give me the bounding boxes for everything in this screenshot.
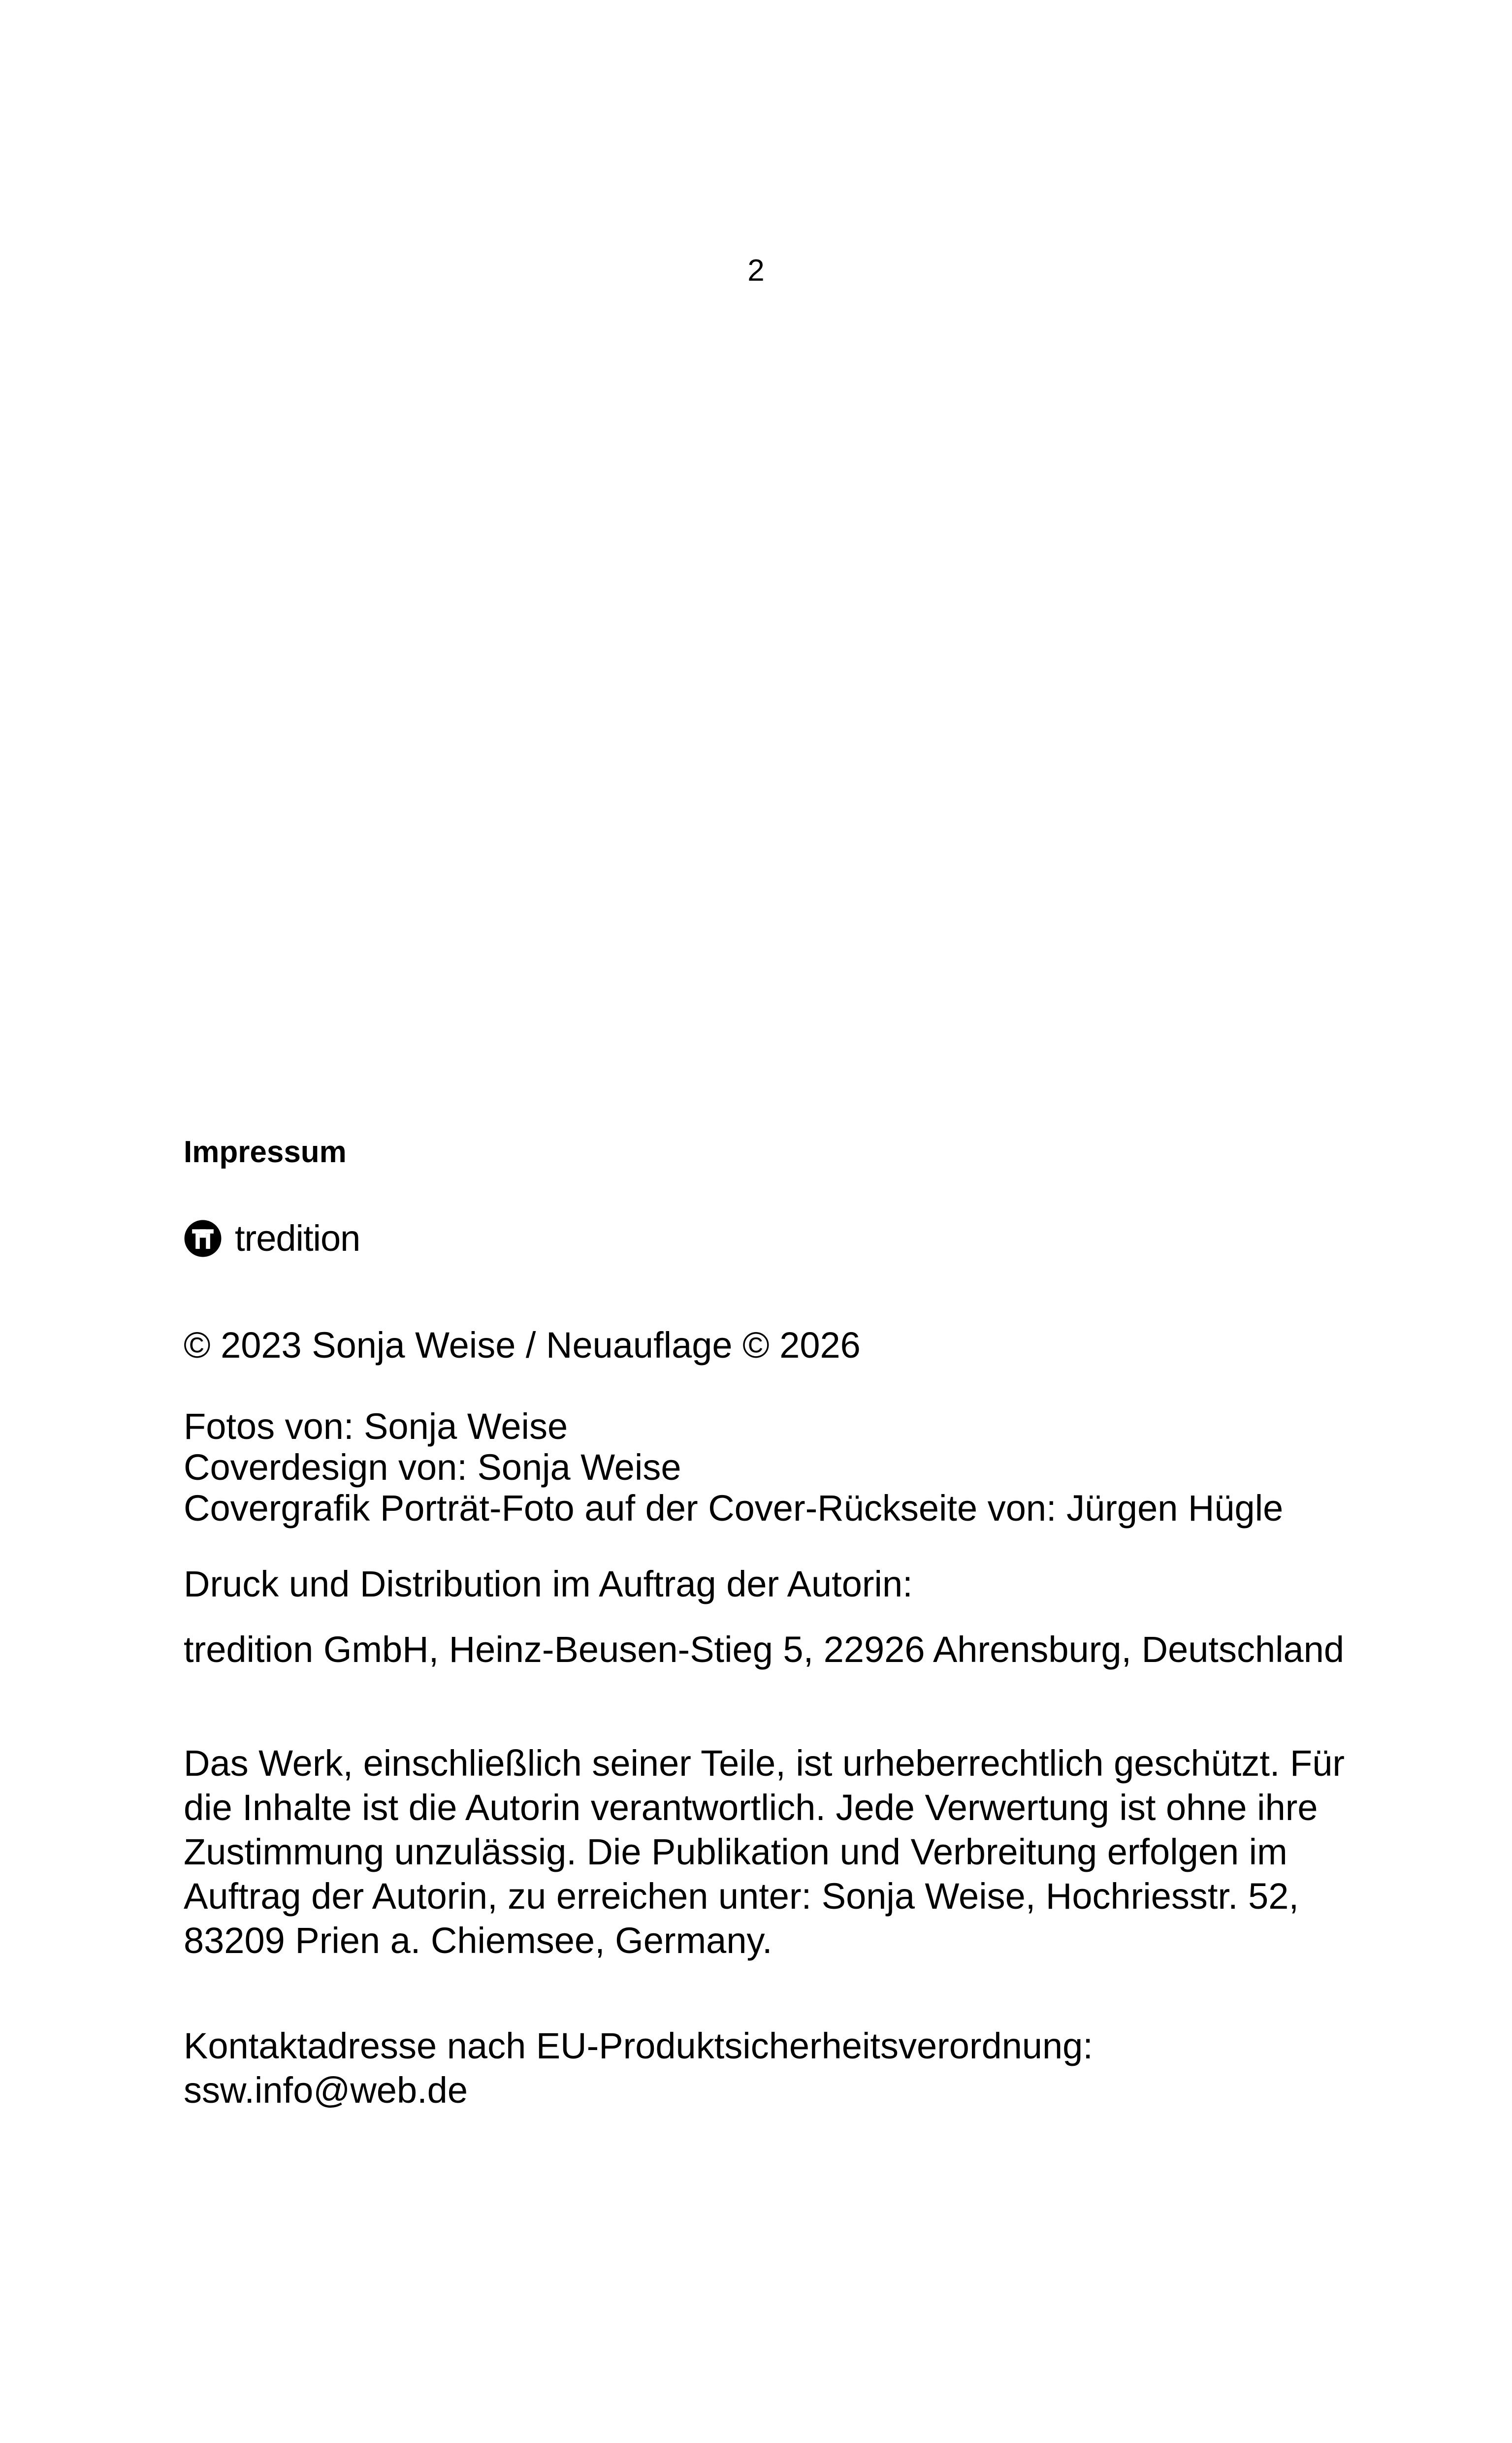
imprint-heading: Impressum [184,1135,347,1169]
print-distribution-label: Druck und Distribution im Auftrag der Autorin: [184,1564,913,1604]
rights-notice-line: die Inhalte ist die Autorin verantwortlich. Jede Verwertung ist ohne ihre [184,1787,1318,1828]
credit-cover-graphic: Covergrafik Porträt-Foto auf der Cover-Rückseite von: Jürgen Hügle [184,1488,1284,1529]
rights-notice-line: Auftrag der Autorin, zu erreichen unter: Sonja Weise, Hochriesstr. 52, [184,1876,1299,1917]
credit-photos: Fotos von: Sonja Weise [184,1406,568,1447]
page-number: 2 [747,254,765,288]
credit-cover-design: Coverdesign von: Sonja Weise [184,1447,681,1488]
rights-notice-line: 83209 Prien a. Chiemsee, Germany. [184,1920,772,1961]
rights-notice [184,1741,1355,1963]
rights-notice-line: Das Werk, einschließlich seiner Teile, ist urheberrechtlich geschützt. Für [184,1743,1345,1784]
contact-email: ssw.info@web.de [184,2070,468,2111]
rights-notice-line: Zustimmung unzulässig. Die Publikation und Verbreitung erfolgen im [184,1831,1287,1872]
copyright-line: © 2023 Sonja Weise / Neuauflage © 2026 [184,1325,861,1366]
printer-address: tredition GmbH, Heinz-Beusen-Stieg 5, 22926 Ahrensburg, Deutschland [184,1629,1345,1670]
contact-block [184,2024,1355,2113]
tredition-logo-icon [184,1219,222,1258]
publisher-logo-text: tredition [235,1218,360,1259]
publisher-logo [184,1216,360,1261]
contact-label: Kontaktadresse nach EU-Produktsicherheitsverordnung: [184,2025,1093,2066]
